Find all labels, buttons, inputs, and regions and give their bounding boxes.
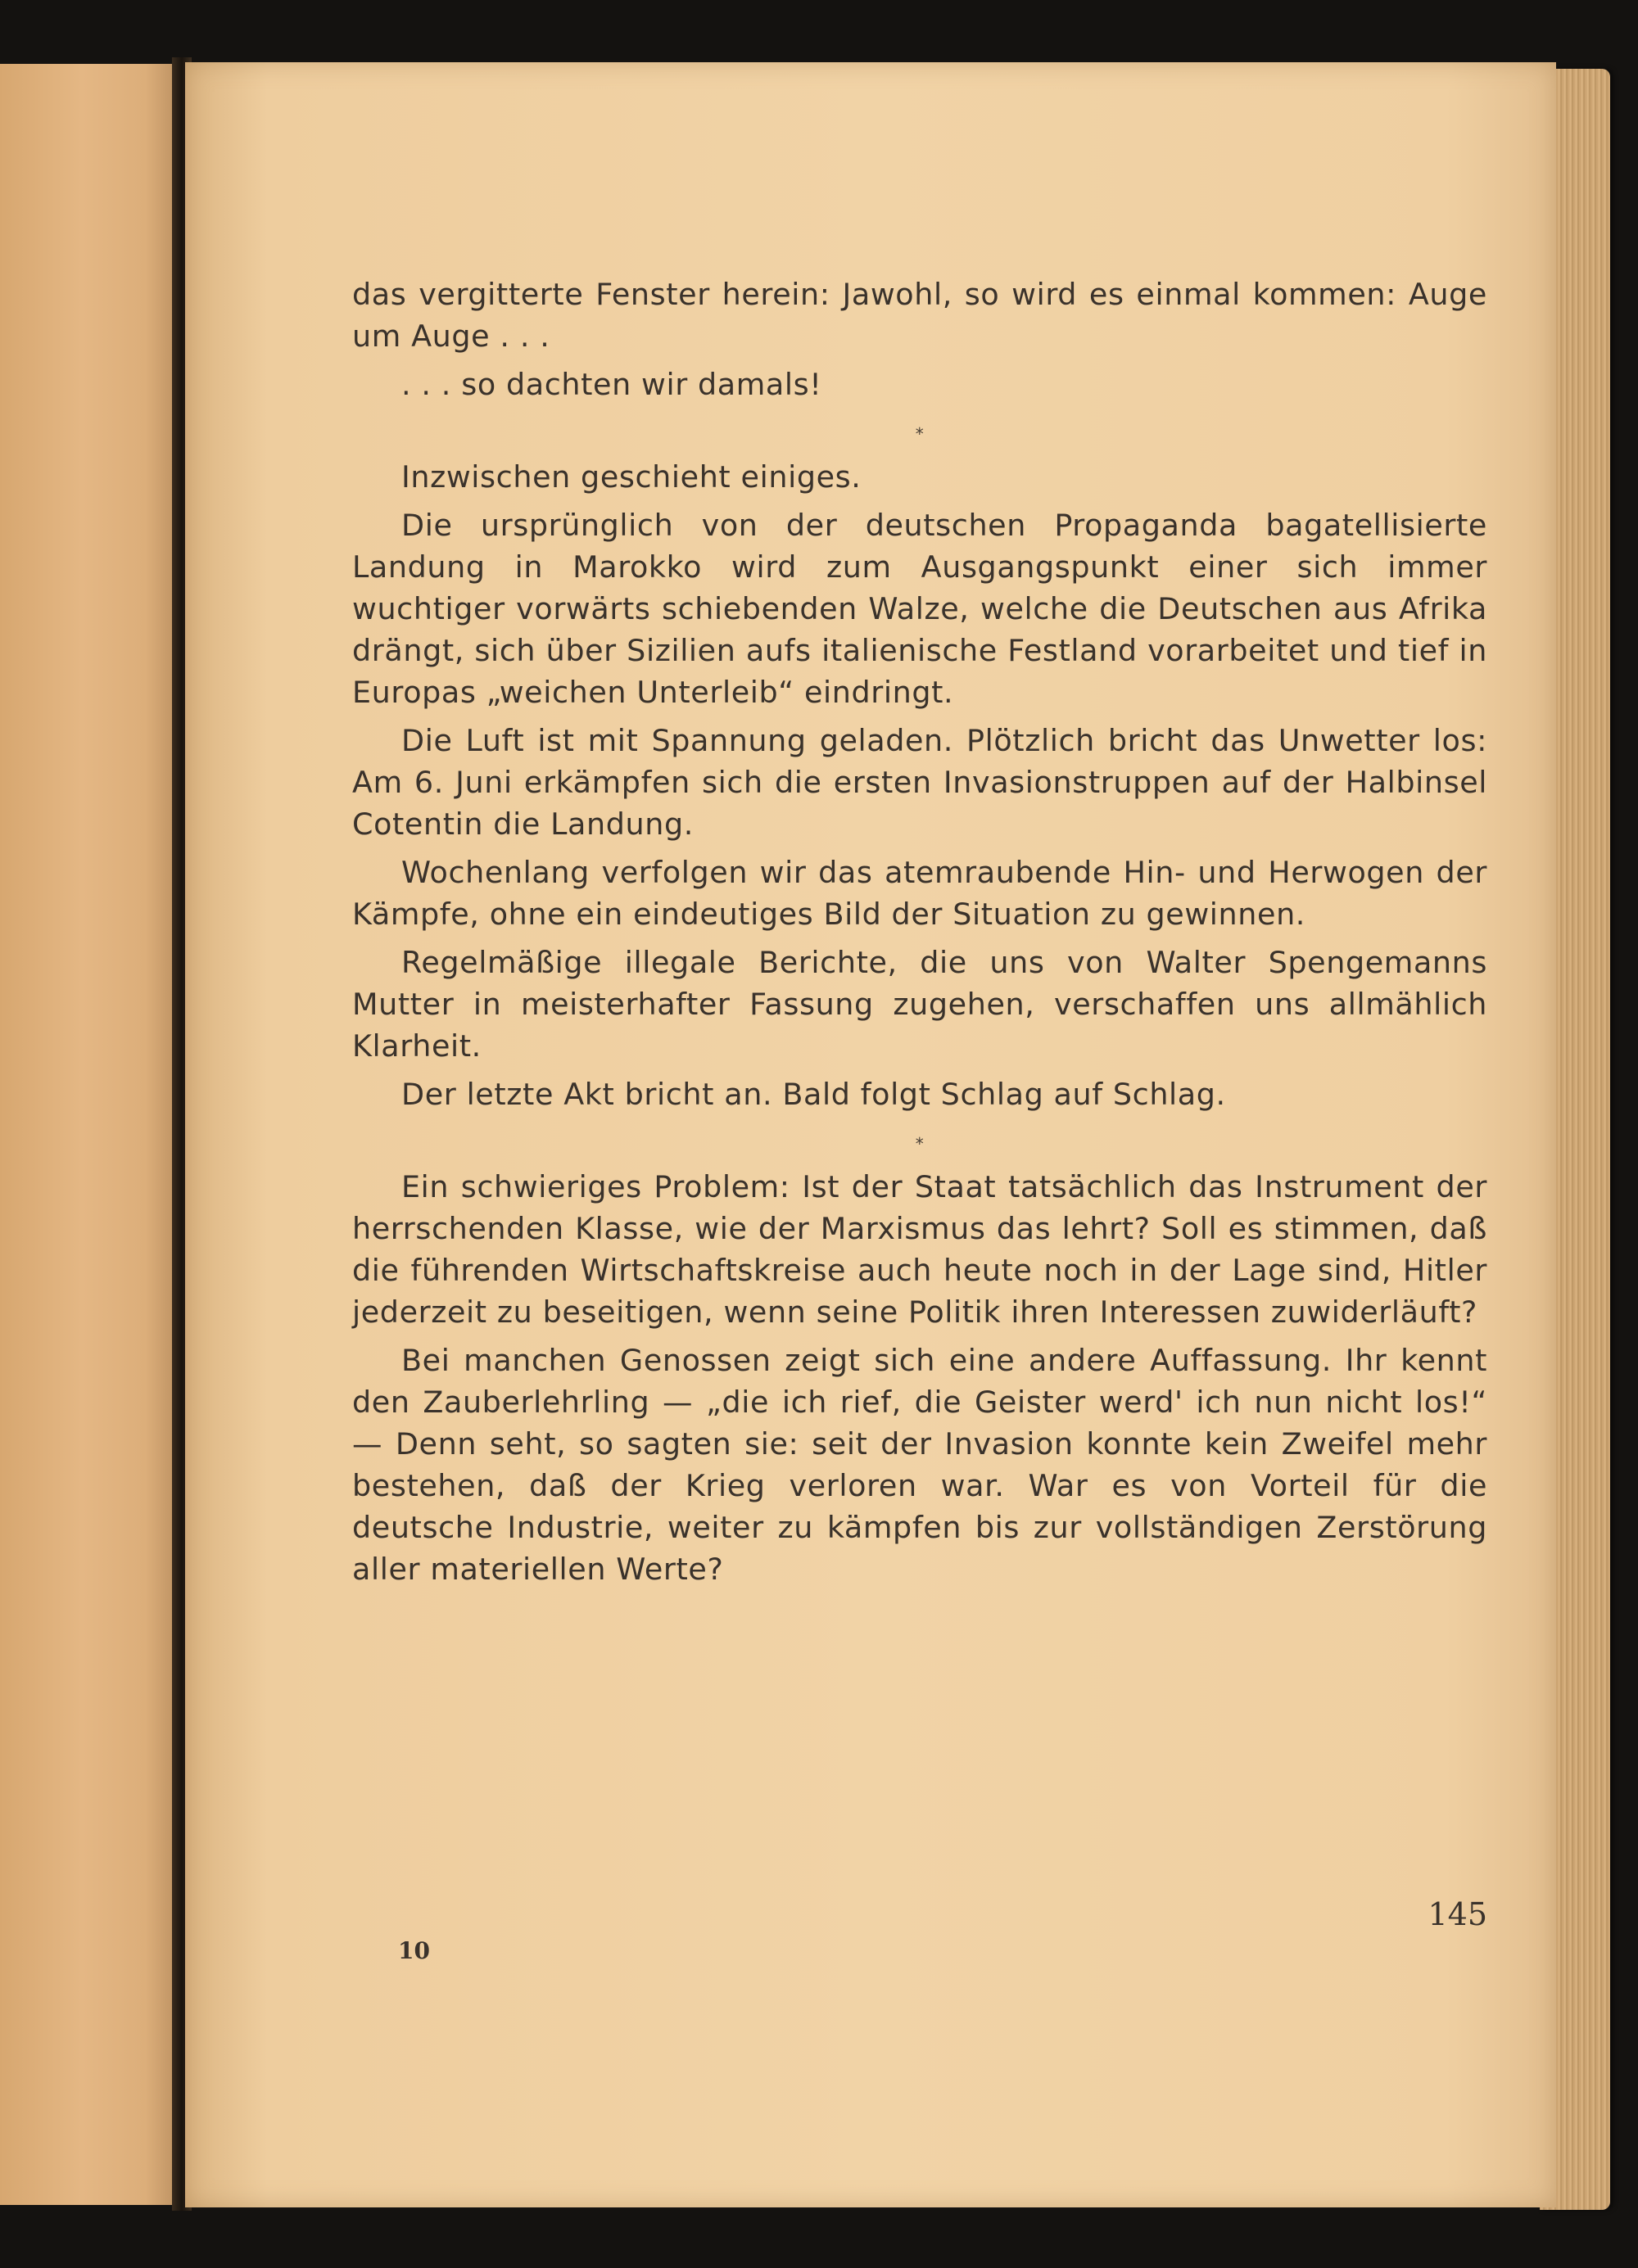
paragraph-8: Der letzte Akt bricht an. Bald folgt Schlag auf Schlag. bbox=[401, 1077, 1226, 1112]
paragraph-5: Die Luft ist mit Spannung geladen. Plötzlich bricht das Unwetter los: Am 6. Juni erkämpfen sich die ersten Invasionstruppen auf der Halbinsel Cotentin die Landung. bbox=[352, 723, 1487, 842]
paragraph-10: Bei manchen Genossen zeigt sich eine andere Auffassung. Ihr kennt den Zauberlehrling — „die ich rief, die Geister werd' ich nun nicht los!“ — Denn seht, so sagten sie: seit der Invasion konnte kein Zweifel mehr bestehen, daß der Krieg verloren war. War es von Vorteil für die deutsche Industrie, weiter zu kämpfen bis zur vollständigen Zerstörung aller materiellen Werte? bbox=[352, 1343, 1487, 1587]
left-facing-page bbox=[0, 64, 182, 2205]
page-text bbox=[352, 273, 1487, 1597]
section-mark-1: * bbox=[915, 424, 925, 444]
paragraph-4: Die ursprünglich von der deutschen Propaganda bagatellisierte Landung in Marokko wird zum Ausgangspunkt einer sich immer wuchtiger vorwärts schiebenden Walze, welche die Deutschen aus Afrika drängt, sich über Sizilien aufs italienische Festland vorarbeitet und tief in Europas „weichen Unterleib“ eindringt. bbox=[352, 508, 1487, 710]
paragraph-6: Wochenlang verfolgen wir das atemraubende Hin- und Herwogen der Kämpfe, ohne ein eindeutiges Bild der Situation zu gewinnen. bbox=[352, 855, 1487, 932]
paragraph-1: das vergitterte Fenster herein: Jawohl, so wird es einmal kommen: Auge um Auge . . . bbox=[352, 277, 1487, 354]
paragraph-2: . . . so dachten wir damals! bbox=[401, 367, 822, 402]
signature-mark: 10 bbox=[398, 1937, 430, 1964]
page-number: 145 bbox=[1428, 1896, 1487, 1932]
section-mark-2: * bbox=[915, 1134, 925, 1154]
paragraph-7: Regelmäßige illegale Berichte, die uns von Walter Spengemanns Mutter in meisterhafter Fassung zugehen, verschaffen uns allmählich Klarheit. bbox=[352, 945, 1487, 1064]
book-page bbox=[185, 62, 1556, 2207]
paragraph-3: Inzwischen geschieht einiges. bbox=[401, 459, 862, 495]
paragraph-9: Ein schwieriges Problem: Ist der Staat tatsächlich das Instrument der herrschenden Klasse, wie der Marxismus das lehrt? Soll es stimmen, daß die führenden Wirtschaftskreise auch heute noch in der Lage sind, Hitler jederzeit zu beseitigen, wenn seine Politik ihren Interessen zuwiderläuft? bbox=[352, 1169, 1487, 1330]
